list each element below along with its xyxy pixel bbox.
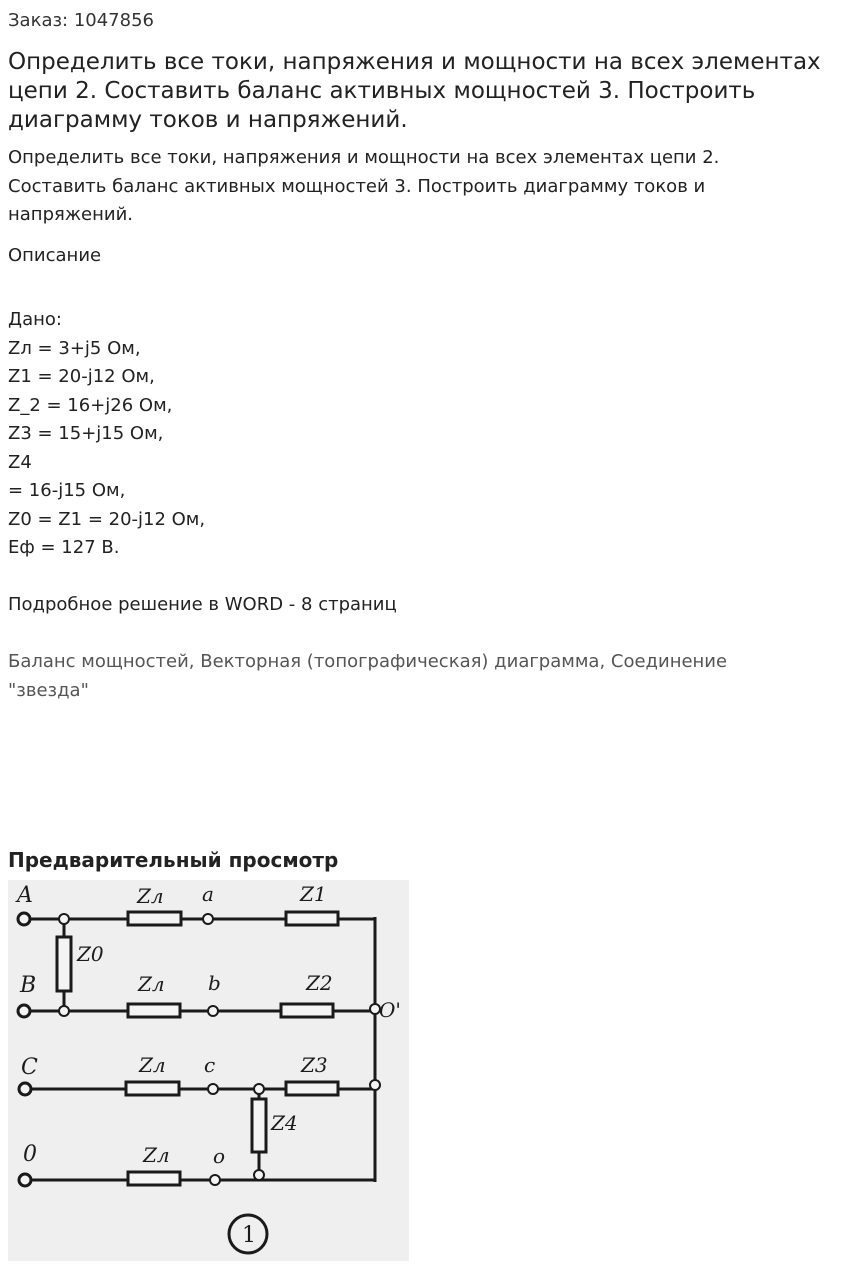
given-line: Еф = 127 В.: [8, 537, 120, 558]
label-0: 0: [23, 1142, 37, 1167]
description-label: Описание: [8, 245, 102, 266]
junction-node: [370, 1080, 380, 1090]
resistor-zl-b: [128, 1004, 180, 1017]
label-zl: Zл: [143, 1143, 170, 1167]
resistor-z4: [252, 1099, 266, 1152]
node-o: [210, 1175, 220, 1185]
label-a: A: [17, 883, 33, 908]
given-data-block: [8, 306, 205, 563]
terminal-a: [18, 913, 30, 925]
figure-number: 1: [242, 1223, 256, 1248]
given-line: Zл = 3+j5 Ом,: [8, 337, 141, 359]
junction-node: [59, 1006, 69, 1016]
label-node-o-prime: O': [379, 998, 401, 1022]
label-node-c: c: [204, 1053, 216, 1077]
resistor-z1: [286, 912, 338, 925]
circuit-diagram: [8, 880, 409, 1261]
label-z0: Z0: [77, 942, 104, 966]
resistor-z3: [286, 1082, 338, 1095]
order-number: Заказ: 1047856: [8, 10, 154, 31]
given-line: Z_2 = 16+j26 Ом,: [8, 394, 173, 416]
tags-list: Баланс мощностей, Векторная (топографическая) диаграмма, Соединение "звезда": [8, 651, 728, 701]
junction-node: [254, 1084, 264, 1094]
junction-node: [59, 914, 69, 924]
solution-note: Подробное решение в WORD - 8 страниц: [8, 594, 397, 615]
resistor-z0: [57, 937, 71, 991]
label-zl: Zл: [138, 972, 165, 996]
node-b: [208, 1006, 218, 1016]
given-line: Z1 = 20-j12 Ом,: [8, 366, 155, 387]
label-z4: Z4: [271, 1111, 298, 1135]
label-b: B: [20, 973, 37, 998]
label-node-b: b: [208, 971, 221, 995]
given-line: Z4: [8, 451, 32, 473]
label-c: C: [21, 1055, 38, 1080]
resistor-zl-0: [128, 1172, 180, 1185]
given-line: Z0 = Z1 = 20-j12 Ом,: [8, 508, 206, 530]
label-zl: Zл: [137, 884, 164, 908]
label-z1: Z1: [300, 882, 327, 906]
label-zl: Zл: [139, 1053, 166, 1077]
given-line: = 16-j15 Ом,: [8, 480, 126, 501]
node-c: [208, 1084, 218, 1094]
terminal-b: [18, 1005, 30, 1017]
task-lead-text: Определить все токи, напряжения и мощности на всех элементах цепи 2. Составить баланс активных мощностей 3. Построить диаграмму токов и напряжений.: [8, 147, 720, 225]
label-z3: Z3: [301, 1053, 328, 1077]
label-z2: Z2: [306, 971, 333, 995]
label-node-o: o: [213, 1144, 226, 1168]
given-heading: Дано:: [8, 309, 62, 330]
resistor-z2: [281, 1004, 333, 1017]
resistor-zl-a: [128, 912, 181, 925]
preview-heading: Предварительный просмотр: [8, 848, 339, 872]
label-node-a: a: [202, 882, 214, 906]
terminal-0: [19, 1174, 31, 1186]
terminal-c: [19, 1083, 31, 1095]
circuit-preview-image: [8, 880, 409, 1261]
given-line: Z3 = 15+j15 Ом,: [8, 423, 164, 444]
junction-node: [254, 1170, 264, 1180]
resistor-zl-c: [126, 1082, 179, 1095]
page-title: Определить все токи, напряжения и мощности на всех элементах цепи 2. Составить баланс активных мощностей 3. Построить диаграмму токов и напряжений.: [8, 49, 821, 133]
node-a: [203, 914, 213, 924]
